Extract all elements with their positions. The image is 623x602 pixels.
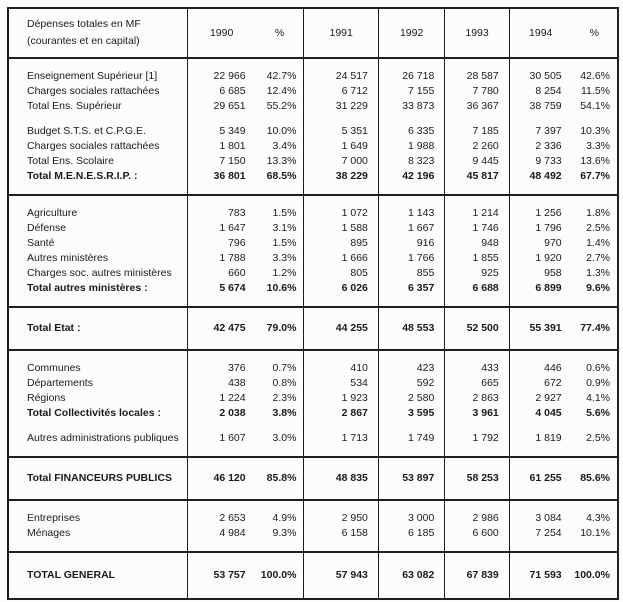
row-departements: Départements 438 0.8% 534 592 665 672 0.9%	[8, 376, 618, 391]
col-header-pct-1990: %	[256, 8, 304, 58]
row-communes: Communes 376 0.7% 410 423 433 446 0.6%	[8, 350, 618, 376]
table-header	[8, 8, 618, 58]
row-sante: Santé 796 1.5% 895 916 948 970 1.4%	[8, 236, 618, 251]
row-total-financeurs-publics: Total FINANCEURS PUBLICS 46 120 85.8% 48 835 53 897 58 253 61 255 85.6%	[8, 457, 618, 500]
section-autres-ministeres	[8, 195, 618, 307]
col-header-pct-1994: %	[589, 26, 599, 39]
header-row	[8, 8, 618, 58]
row-menages: Ménages 4 984 9.3% 6 158 6 185 6 600 7 254 10.1%	[8, 526, 618, 552]
section-menesrip	[8, 58, 618, 195]
depenses-totales-table	[7, 7, 619, 600]
row-total-general: TOTAL GENERAL 53 757 100.0% 57 943 63 082 67 839 71 593 100.0%	[8, 552, 618, 599]
row-defense: Défense 1 647 3.1% 1 588 1 667 1 746 1 796 2.5%	[8, 221, 618, 236]
table-title-line1: Dépenses totales en MF	[27, 18, 141, 30]
row-charges-sociales-scolaire: Charges sociales rattachées 1 801 3.4% 1 649 1 988 2 260 2 336 3.3%	[8, 139, 618, 154]
section-total-etat	[8, 307, 618, 350]
row-budget-sts-cpge: Budget S.T.S. et C.P.G.E. 5 349 10.0% 5 351 6 335 7 185 7 397 10.3%	[8, 114, 618, 139]
col-header-1994: 1994	[529, 26, 553, 39]
col-header-1990: 1990	[209, 26, 234, 39]
table-title-line2: (courantes et en capital)	[27, 35, 140, 47]
row-total-etat: Total Etat : 42 475 79.0% 44 255 48 553 52 500 55 391 77.4%	[8, 307, 618, 350]
col-header-1992: 1992	[378, 8, 444, 58]
row-regions: Régions 1 224 2.3% 1 923 2 580 2 863 2 927 4.1%	[8, 391, 618, 406]
row-autres-ministeres: Autres ministères 1 788 3.3% 1 666 1 766 1 855 1 920 2.7%	[8, 251, 618, 266]
row-total-menesrip: Total M.E.N.E.S.R.I.P. : 36 801 68.5% 38 229 42 196 45 817 48 492 67.7%	[8, 169, 618, 195]
row-total-autres-ministeres: Total autres ministères : 5 674 10.6% 6 026 6 357 6 688 6 899 9.6%	[8, 281, 618, 307]
section-total-general	[8, 552, 618, 599]
section-financeurs-publics	[8, 457, 618, 500]
section-collectivites	[8, 350, 618, 457]
row-autres-administrations-publiques: Autres administrations publiques 1 607 3.0% 1 713 1 749 1 792 1 819 2.5%	[8, 421, 618, 457]
row-total-collectivites-locales: Total Collectivités locales : 2 038 3.8% 2 867 3 595 3 961 4 045 5.6%	[8, 406, 618, 421]
row-charges-soc-autres-ministeres: Charges soc. autres ministères 660 1.2% 805 855 925 958 1.3%	[8, 266, 618, 281]
section-prive	[8, 500, 618, 552]
col-header-1991: 1991	[304, 8, 378, 58]
row-enseignement-superieur: Enseignement Supérieur [1] 22 966 42.7% 24 517 26 718 28 587 30 505 42.6%	[8, 58, 618, 84]
row-agriculture: Agriculture 783 1.5% 1 072 1 143 1 214 1 256 1.8%	[8, 195, 618, 221]
row-total-ens-scolaire: Total Ens. Scolaire 7 150 13.3% 7 000 8 323 9 445 9 733 13.6%	[8, 154, 618, 169]
table-title	[8, 8, 187, 58]
col-header-1993: 1993	[445, 8, 509, 58]
row-charges-sociales-superieur: Charges sociales rattachées 6 685 12.4% 6 712 7 155 7 780 8 254 11.5%	[8, 84, 618, 99]
row-entreprises: Entreprises 2 653 4.9% 2 950 3 000 2 986 3 084 4.3%	[8, 500, 618, 526]
row-total-ens-superieur: Total Ens. Supérieur 29 651 55.2% 31 229 33 873 36 367 38 759 54.1%	[8, 99, 618, 114]
